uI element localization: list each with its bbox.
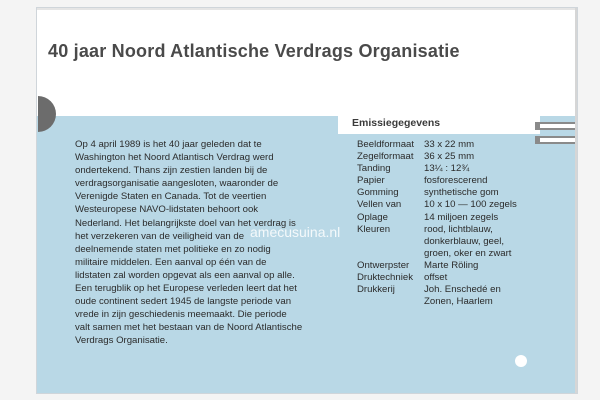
spec-value: 14 miljoen zegels <box>424 211 499 223</box>
description-line: Westeuropese NAVO-lidstaten behoort ook <box>75 204 259 216</box>
description-line: valt samen met het bestaan van de Noord Atlantische <box>75 322 303 334</box>
spec-key: Oplage <box>357 211 388 223</box>
spec-key: Tanding <box>357 163 391 175</box>
spec-value: Marte Röling <box>424 259 479 271</box>
description-line: vrede in zijn geschiedenis meemaakt. Die periode <box>75 309 287 321</box>
description-line: militaire middelen. Een aanval op één van de <box>75 256 267 268</box>
description-line: deelnemende staten met politieke en zo nodig <box>75 243 271 255</box>
spec-key <box>357 296 424 308</box>
spec-key: Gomming <box>357 187 399 199</box>
punch-hole <box>515 355 527 367</box>
top-divider <box>37 8 577 10</box>
description-line: lidstaten zal worden opgevat als een aanval op alle. <box>75 269 295 281</box>
spec-key: Beeldformaat <box>357 139 415 150</box>
spec-key: Papier <box>357 175 385 187</box>
spec-row <box>357 199 547 211</box>
watermark-text: amecusuina.nl <box>250 224 341 240</box>
right-edge-divider <box>575 8 577 393</box>
spec-row <box>357 272 547 284</box>
description-line: Nederland. Het belangrijkste doel van het verdrag is <box>75 217 296 229</box>
spec-value: donkerblauw, geel, <box>424 235 505 247</box>
decorative-bar-top-inner <box>540 124 575 128</box>
spec-row <box>357 151 547 163</box>
description-line: Verdrags Organisatie. <box>75 335 168 347</box>
spec-row <box>357 248 547 260</box>
spec-value: 33 x 22 mm <box>424 139 475 150</box>
spec-value: synthetische gom <box>424 187 499 199</box>
spec-row <box>357 236 547 248</box>
spec-value: 10 x 10 — 100 zegels <box>424 199 517 211</box>
description-line: ondertekend. Thans zijn zestien landen bij de <box>75 165 268 177</box>
description-line: Een terugblik op het Europese verleden leert dat het <box>75 283 297 295</box>
spec-value: Joh. Enschedé en <box>424 284 501 296</box>
spec-row <box>357 175 547 187</box>
spec-value: 36 x 25 mm <box>424 151 475 163</box>
spec-value: 13¼ : 12¾ <box>424 163 470 175</box>
spec-key: Kleuren <box>357 223 391 235</box>
spec-row <box>357 296 547 308</box>
description-line: Washington het Noord Atlantisch Verdrag werd <box>75 152 274 164</box>
spec-row <box>357 212 547 224</box>
spec-row <box>357 163 547 175</box>
spec-row <box>357 224 547 236</box>
spec-key: Drukkerij <box>357 284 395 296</box>
spec-row <box>357 260 547 272</box>
spec-value: groen, oker en zwart <box>424 247 512 259</box>
spec-key <box>357 248 424 260</box>
specification-list <box>357 139 547 308</box>
description-line: oude continent sedert 1945 de langste periode van <box>75 296 292 308</box>
spec-row <box>357 187 547 199</box>
description-line: Verenigde Staten en Canada. Tot de veertien <box>75 191 267 203</box>
emission-heading: Emissiegegevens <box>352 117 441 129</box>
spec-row <box>357 139 547 151</box>
spec-value: rood, lichtblauw, <box>424 223 493 235</box>
card-header-area <box>37 8 577 116</box>
spec-key <box>357 236 424 248</box>
spec-value: fosforescerend <box>424 175 488 187</box>
spec-key: Ontwerpster <box>357 259 410 271</box>
page-title: 40 jaar Noord Atlantische Verdrags Organisatie <box>48 41 460 61</box>
spec-key: Druktechniek <box>357 272 413 284</box>
spec-value: offset <box>424 272 448 284</box>
description-line: het verzekeren van de veiligheid van de <box>75 230 245 242</box>
spec-key: Vellen van <box>357 199 402 211</box>
spec-key: Zegelformaat <box>357 151 414 163</box>
description-line: Op 4 april 1989 is het 40 jaar geleden dat te <box>75 139 262 150</box>
spec-row <box>357 284 547 296</box>
description-text <box>75 138 337 348</box>
spec-value: Zonen, Haarlem <box>424 296 493 308</box>
description-line: verdragsorganisatie aangesloten, waaronder de <box>75 178 279 190</box>
